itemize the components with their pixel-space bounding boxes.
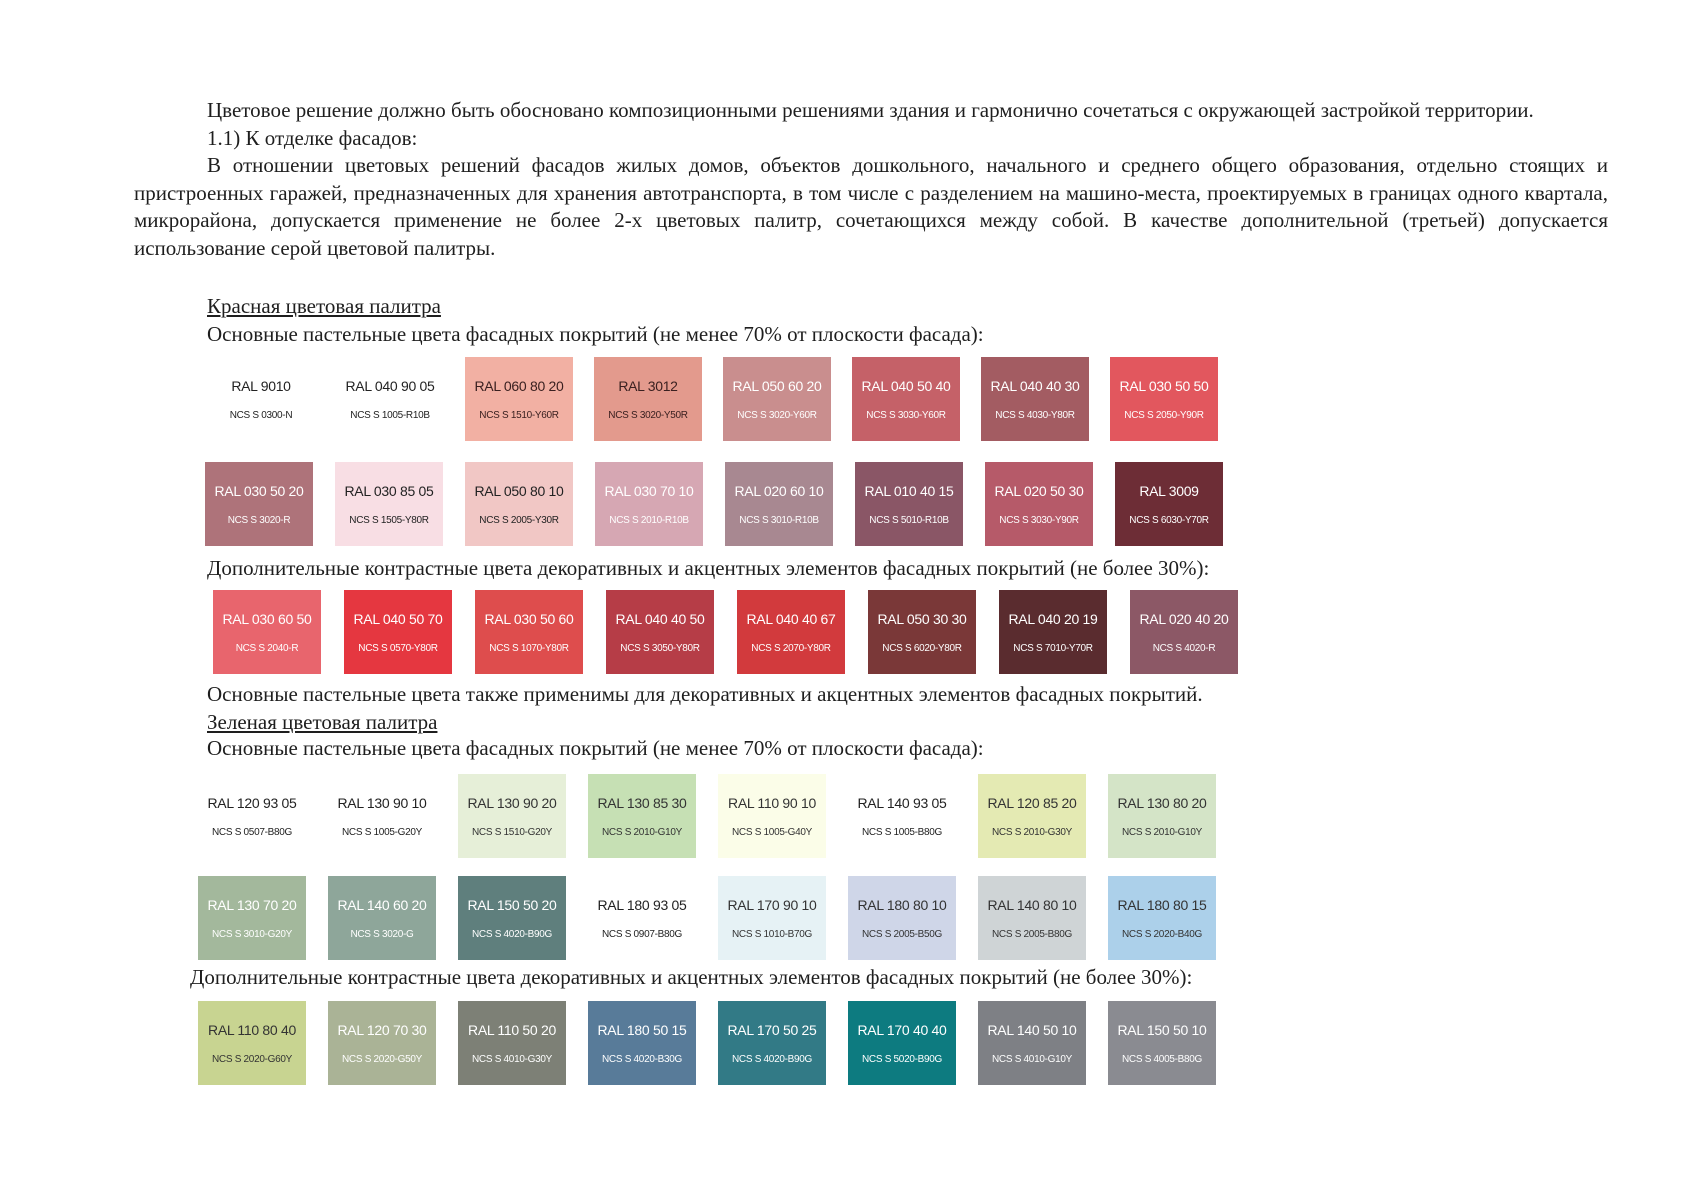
ral-code: RAL 140 60 20: [337, 896, 427, 913]
ncs-code: NCS S 5010-R10B: [869, 514, 949, 526]
ncs-code: NCS S 3010-R10B: [739, 514, 819, 526]
ral-code: RAL 130 90 10: [337, 794, 427, 811]
ncs-code: NCS S 4010-G10Y: [992, 1053, 1072, 1065]
ncs-code: NCS S 2020-B40G: [1122, 928, 1202, 940]
intro-paragraph-3: В отношении цветовых решений фасадов жилых домов, объектов дошкольного, начального и среднего общего образования, отдельно стоящих и пристроенных гаражей, предназначенных для хранения автотранспорта, в том числе с разделением на машино-места, проектируемых в границах одного квартала, микрорайона, допускается применение не более 2-х цветовых палитр, сочетающихся между собой. В качестве дополнительной (третьей) допускается использование серой цветовой палитры.: [134, 153, 1608, 260]
ncs-code: NCS S 1005-R10B: [350, 409, 430, 421]
ncs-code: NCS S 0907-B80G: [602, 928, 682, 940]
ral-code: RAL 110 50 20: [468, 1021, 556, 1038]
ncs-code: NCS S 4020-B30G: [602, 1053, 682, 1065]
ral-code: RAL 050 30 30: [877, 610, 967, 627]
red-note: Основные пастельные цвета также применимы для декоративных и акцентных элементов фасадных покрытий.: [207, 682, 1203, 706]
intro-text: [134, 97, 1608, 262]
ral-code: RAL 120 85 20: [987, 794, 1077, 811]
intro-paragraph-1: Цветовое решение должно быть обосновано композиционными решениями здания и гармонично сочетаться с окружающей застройкой территории.: [207, 98, 1534, 122]
color-swatch: [718, 774, 826, 858]
color-swatch: [588, 876, 696, 960]
color-swatch: [588, 1001, 696, 1085]
ncs-code: NCS S 2005-Y30R: [479, 514, 559, 526]
red-accent-row: [213, 590, 1238, 674]
color-swatch: [213, 590, 321, 674]
ncs-code: NCS S 4005-B80G: [1122, 1053, 1202, 1065]
ral-code: RAL 150 50 10: [1117, 1021, 1207, 1038]
ncs-code: NCS S 1005-G20Y: [342, 826, 422, 838]
color-swatch: [606, 590, 714, 674]
ncs-code: NCS S 1510-G20Y: [472, 826, 552, 838]
color-swatch: [999, 590, 1107, 674]
ncs-code: NCS S 3030-Y60R: [866, 409, 946, 421]
ral-code: RAL 030 50 50: [1119, 377, 1209, 394]
ncs-code: NCS S 6030-Y70R: [1129, 514, 1209, 526]
green-main-row-1: [198, 774, 1216, 858]
color-swatch: [328, 1001, 436, 1085]
ncs-code: NCS S 3020-G: [350, 928, 414, 940]
ral-code: RAL 050 80 10: [474, 482, 564, 499]
ral-code: RAL 170 50 25: [727, 1021, 817, 1038]
color-swatch: [852, 357, 960, 441]
ral-code: RAL 150 50 20: [467, 896, 557, 913]
color-swatch: [1108, 774, 1216, 858]
ncs-code: NCS S 4020-B90G: [472, 928, 552, 940]
ncs-code: NCS S 2010-R10B: [609, 514, 689, 526]
ncs-code: NCS S 4020-B90G: [732, 1053, 812, 1065]
ral-code: RAL 140 80 10: [987, 896, 1077, 913]
ncs-code: NCS S 1010-B70G: [732, 928, 812, 940]
green-accent-row: [198, 1001, 1216, 1085]
ncs-code: NCS S 0300-N: [229, 409, 293, 421]
ncs-code: NCS S 3020-Y60R: [737, 409, 817, 421]
red-palette-title: Красная цветовая палитра: [207, 294, 441, 318]
ral-code: RAL 3012: [618, 377, 678, 394]
green-accent-label: Дополнительные контрастные цвета декоративных и акцентных элементов фасадных покрытий (не более 30%):: [190, 965, 1193, 989]
ncs-code: NCS S 1005-B80G: [862, 826, 942, 838]
ral-code: RAL 9010: [231, 377, 291, 394]
ncs-code: NCS S 1070-Y80R: [489, 642, 569, 654]
ncs-code: NCS S 2010-G10Y: [1122, 826, 1202, 838]
color-swatch: [848, 1001, 956, 1085]
ral-code: RAL 060 80 20: [474, 377, 564, 394]
red-main-row-2: [205, 462, 1223, 546]
color-swatch: [328, 774, 436, 858]
red-main-label: Основные пастельные цвета фасадных покрытий (не менее 70% от плоскости фасада):: [207, 322, 984, 346]
ncs-code: NCS S 4030-Y80R: [995, 409, 1075, 421]
ral-code: RAL 180 50 15: [597, 1021, 687, 1038]
ncs-code: NCS S 0570-Y80R: [358, 642, 438, 654]
color-swatch: [985, 462, 1093, 546]
ral-code: RAL 040 40 30: [990, 377, 1080, 394]
ral-code: RAL 040 40 67: [746, 610, 836, 627]
ral-code: RAL 030 85 05: [344, 482, 434, 499]
ral-code: RAL 180 93 05: [597, 896, 687, 913]
ncs-code: NCS S 6020-Y80R: [882, 642, 962, 654]
ncs-code: NCS S 4020-R: [1152, 642, 1216, 654]
color-swatch: [978, 1001, 1086, 1085]
ncs-code: NCS S 1510-Y60R: [479, 409, 559, 421]
color-swatch: [465, 462, 573, 546]
ncs-code: NCS S 3030-Y90R: [999, 514, 1079, 526]
color-swatch: [1130, 590, 1238, 674]
ral-code: RAL 020 50 30: [994, 482, 1084, 499]
ral-code: RAL 130 85 30: [597, 794, 687, 811]
ncs-code: NCS S 3050-Y80R: [620, 642, 700, 654]
ral-code: RAL 050 60 20: [732, 377, 822, 394]
color-swatch: [198, 774, 306, 858]
color-swatch: [328, 876, 436, 960]
ral-code: RAL 110 80 40: [208, 1021, 296, 1038]
color-swatch: [848, 876, 956, 960]
ral-code: RAL 040 90 05: [345, 377, 435, 394]
color-swatch: [1115, 462, 1223, 546]
color-swatch: [981, 357, 1089, 441]
ncs-code: NCS S 5020-B90G: [862, 1053, 942, 1065]
ncs-code: NCS S 2070-Y80R: [751, 642, 831, 654]
ral-code: RAL 170 40 40: [857, 1021, 947, 1038]
intro-paragraph-2: 1.1) К отделке фасадов:: [207, 125, 418, 150]
ncs-code: NCS S 2020-G60Y: [212, 1053, 292, 1065]
color-swatch: [465, 357, 573, 441]
green-main-row-2: [198, 876, 1216, 960]
color-swatch: [1108, 876, 1216, 960]
ral-code: RAL 010 40 15: [864, 482, 954, 499]
ncs-code: NCS S 3010-G20Y: [212, 928, 292, 940]
color-swatch: [978, 774, 1086, 858]
ral-code: RAL 120 70 30: [337, 1021, 427, 1038]
color-swatch: [1108, 1001, 1216, 1085]
ral-code: RAL 180 80 10: [857, 896, 947, 913]
color-swatch: [978, 876, 1086, 960]
color-swatch: [335, 462, 443, 546]
ral-code: RAL 040 50 40: [861, 377, 951, 394]
color-swatch: [737, 590, 845, 674]
ncs-code: NCS S 2010-G30Y: [992, 826, 1072, 838]
ncs-code: NCS S 3020-Y50R: [608, 409, 688, 421]
color-swatch: [595, 462, 703, 546]
ncs-code: NCS S 0507-B80G: [212, 826, 292, 838]
ncs-code: NCS S 2010-G10Y: [602, 826, 682, 838]
ral-code: RAL 030 70 10: [604, 482, 694, 499]
color-swatch: [594, 357, 702, 441]
ral-code: RAL 130 70 20: [207, 896, 297, 913]
ral-code: RAL 030 60 50: [222, 610, 312, 627]
ral-code: RAL 170 90 10: [727, 896, 817, 913]
color-swatch: [458, 1001, 566, 1085]
ral-code: RAL 140 50 10: [987, 1021, 1077, 1038]
ncs-code: NCS S 4010-G30Y: [472, 1053, 552, 1065]
ncs-code: NCS S 2050-Y90R: [1124, 409, 1204, 421]
ncs-code: NCS S 7010-Y70R: [1013, 642, 1093, 654]
ral-code: RAL 030 50 60: [484, 610, 574, 627]
ncs-code: NCS S 3020-R: [227, 514, 291, 526]
color-swatch: [336, 357, 444, 441]
green-main-label: Основные пастельные цвета фасадных покрытий (не менее 70% от плоскости фасада):: [207, 736, 984, 760]
color-swatch: [198, 1001, 306, 1085]
color-swatch: [1110, 357, 1218, 441]
ncs-code: NCS S 2020-G50Y: [342, 1053, 422, 1065]
color-swatch: [588, 774, 696, 858]
ral-code: RAL 120 93 05: [207, 794, 297, 811]
ral-code: RAL 180 80 15: [1117, 896, 1207, 913]
color-swatch: [718, 1001, 826, 1085]
ncs-code: NCS S 1005-G40Y: [732, 826, 812, 838]
color-swatch: [207, 357, 315, 441]
ral-code: RAL 130 90 20: [467, 794, 557, 811]
ral-code: RAL 040 50 70: [353, 610, 443, 627]
ncs-code: NCS S 2040-R: [235, 642, 299, 654]
color-swatch: [198, 876, 306, 960]
ncs-code: NCS S 2005-B50G: [862, 928, 942, 940]
color-swatch: [458, 876, 566, 960]
color-swatch: [868, 590, 976, 674]
ral-code: RAL 140 93 05: [857, 794, 947, 811]
color-swatch: [723, 357, 831, 441]
color-swatch: [718, 876, 826, 960]
red-accent-label: Дополнительные контрастные цвета декоративных и акцентных элементов фасадных покрытий (не более 30%):: [207, 556, 1210, 580]
ral-code: RAL 040 40 50: [615, 610, 705, 627]
ncs-code: NCS S 2005-B80G: [992, 928, 1072, 940]
ral-code: RAL 020 40 20: [1139, 610, 1229, 627]
ral-code: RAL 020 60 10: [734, 482, 824, 499]
color-swatch: [475, 590, 583, 674]
red-main-row-1: [207, 357, 1218, 441]
green-palette-title: Зеленая цветовая палитра: [207, 710, 438, 734]
ral-code: RAL 3009: [1139, 482, 1199, 499]
ral-code: RAL 040 20 19: [1008, 610, 1098, 627]
color-swatch: [458, 774, 566, 858]
color-swatch: [725, 462, 833, 546]
ral-code: RAL 130 80 20: [1117, 794, 1207, 811]
color-swatch: [205, 462, 313, 546]
color-swatch: [855, 462, 963, 546]
ral-code: RAL 110 90 10: [728, 794, 816, 811]
ral-code: RAL 030 50 20: [214, 482, 304, 499]
color-swatch: [848, 774, 956, 858]
color-swatch: [344, 590, 452, 674]
ncs-code: NCS S 1505-Y80R: [349, 514, 429, 526]
